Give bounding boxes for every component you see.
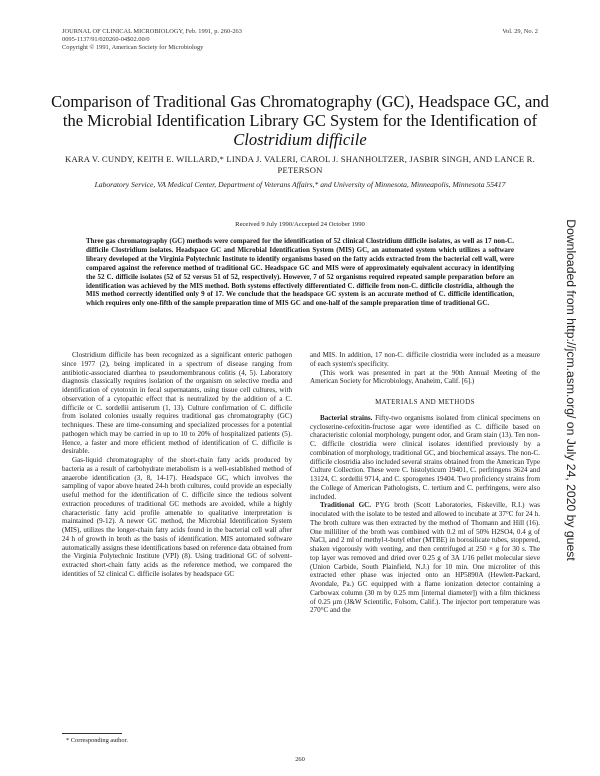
copyright-line: Copyright © 1991, American Society for Microbiology <box>62 44 204 51</box>
download-watermark <box>560 80 582 700</box>
left-column <box>62 351 292 579</box>
intro-continuation: and MIS. In addition, 17 non-C. difficile clostridia were included as a measure of each system's specificity. <box>310 351 540 368</box>
right-column <box>310 351 540 615</box>
bacterial-strains-paragraph <box>310 414 540 502</box>
author-list: KARA V. CUNDY, KEITH E. WILLARD,* LINDA J. VALERI, CAROL J. SHANHOLTZER, JASBIR SINGH, AND LANCE R. PETERSON <box>65 154 535 175</box>
footnote-rule <box>62 733 122 734</box>
title-main: Comparison of Traditional Gas Chromatography (GC), Headspace GC, and the Microbial Identification Library GC System for the Identification of <box>51 92 549 130</box>
traditional-gc-heading: Traditional GC. <box>320 501 372 510</box>
presented-note: (This work was presented in part at the 90th Annual Meeting of the American Society for Microbiology, Anaheim, Calif. [6].) <box>310 368 540 386</box>
bacterial-strains-text: Fifty-two organisms isolated from clinical specimens on cycloserine-cefoxitin-fructose agar were identified as C. difficile based on characteristic colonial morphology, pungent odor, and Gram stain (13). Ten non-C. difficile clostridia were clinical isolates identified previously by a combination of morphology, traditional GC, and biochemical assays. The non-C. difficile clostridia also included several strains obtained from the American Type Culture Collection. These were C. histolyticum 19401, C. perfringens 3624 and 13124, C. sordellii 9714, and C. sporogenes 19404. Two proficiency strains from the College of American Pathologists, C. tertium and C. perfringens, were also included. <box>310 413 540 501</box>
article-title <box>40 92 560 149</box>
journal-citation: JOURNAL OF CLINICAL MICROBIOLOGY, Feb. 1991, p. 260-263 <box>62 28 242 35</box>
intro-paragraph-1: Clostridium difficile has been recognized as a significant enteric pathogen since 1977 (2), being implicated in a spectrum of disease ranging from antibiotic-associated diarrhea to pseudomembranous colitis (4, 5). Laboratory diagnosis classically requires isolation of the organism on selective media and identification of cytotoxin in fecal supernatants, using tissue cell cultures, with observation of a cytopathic effect that is neutralized by the addition of a C. difficile or C. sordellii antiserum (1, 13). Culture confirmation of C. difficile from isolated colonies usually requires traditional gas chromatography (GC) techniques. These are time-consuming and specialized processes for a potential pathogen which may be carried in up to 10 to 20% of hospitalized patients (5). Hence, a faster and more efficient method of identification of C. difficile is desirable. <box>62 351 292 456</box>
intro-paragraph-2: Gas-liquid chromatography of the short-chain fatty acids produced by bacteria as a result of carbohydrate metabolism is a well-established method of anaerobe identification (3, 8, 14-17). Headspace GC, which involves the sampling of vapor above heated 24-h broth cultures, could provide an especially useful method for the identification of C. difficile since the tedious solvent extraction procedures of traditional GC methods are avoided, while a highly characteristic fatty acid profile amenable to qualitative interpretation is maintained (9-12). A newer GC method, the Microbial Identification System (MIS), utilizes the longer-chain fatty acids found in the bacterial cell wall after 24 h of growth in broth as the basis of identification. MIS automated software automatically assigns these identifications based on reference data obtained from the Virginia Polytechnic Institute (VPI) (8). Using traditional GC of solvent-extracted short-chain fatty acids as the reference method, we compared the identities of 52 clinical C. difficile isolates by headspace GC <box>62 456 292 578</box>
received-date: Received 9 July 1990/Accepted 24 October 1990 <box>235 221 365 228</box>
page-number: 260 <box>295 756 305 763</box>
bacterial-strains-heading: Bacterial strains. <box>320 413 373 422</box>
footnote: * Corresponding author. <box>66 737 128 744</box>
issn-line: 0095-1137/91/020260-04$02.00/0 <box>62 36 150 43</box>
traditional-gc-text: PYG broth (Scott Laboratories, Fiskeville, R.I.) was inoculated with the isolate to be tested and allowed to incubate at 37°C for 24 h. The broth culture was then extracted by the method of Thomann and Hill (16). One milliliter of the broth was combined with 0.2 ml of 50% H2SO4, 0.4 g of NaCl, and 2 ml of methyl-t-butyl ether (MTBE) in borosilicate tubes, stoppered, shaken vigorously with venting, and then centrifuged at 250 × g for 30 s. The top layer was removed and dried over 0.25 g of 3A 1/16 pellet molecular sieve (Union Carbide, South Plainfield, N.J.) for 10 min. One microliter of this extracted ether phase was injected onto an HP5890A (Hewlett-Packard, Avondale, Pa.) GC equipped with a flame ionization detector containing a Carbowax column (30 m by 0.25 mm [internal diameter]) with a film thickness of 0.25 μm (J&W Scientific, Folsom, Calif.). The injector port temperature was 270°C and the <box>310 501 540 615</box>
title-organism: Clostridium difficile <box>233 130 367 149</box>
volume-label: Vol. 29, No. 2 <box>502 28 538 35</box>
abstract: Three gas chromatography (GC) methods were compared for the identification of 52 clinical Clostridium difficile isolates, as well as 17 non-C. difficile Clostridium isolates. Headspace GC and Microbial Identification System (MIS) GC, an automated system which utilizes a software library developed at the Virginia Polytechnic Institute to identify organisms based on the fatty acids extracted from the bacterial cell wall, were compared against the reference method of traditional GC. Headspace GC and MIS were of approximately equivalent accuracy in identifying the 52 C. difficile isolates (52 of 52 versus 51 of 52, respectively). However, 7 of 52 organisms required repeated sample preparation before an identification was achieved by the MIS method. Both systems effectively differentiated C. difficile from non-C. difficile clostridia, although the MIS method correctly identified only 9 of 17. We conclude that the headspace GC system is an accurate method of C. difficile identification, which requires only one-fifth of the sample preparation time of MIS GC and one-half of the sample preparation time of traditional GC. <box>86 237 514 308</box>
download-watermark-text: Downloaded from http://jcm.asm.org/ on July 24, 2020 by guest <box>564 219 578 561</box>
section-heading: MATERIALS AND METHODS <box>375 398 475 406</box>
affiliation: Laboratory Service, VA Medical Center, Department of Veterans Affairs,* and University of Minnesota, Minneapolis, Minnesota 55417 <box>94 180 506 189</box>
journal-header <box>62 28 242 52</box>
traditional-gc-paragraph <box>310 501 540 615</box>
